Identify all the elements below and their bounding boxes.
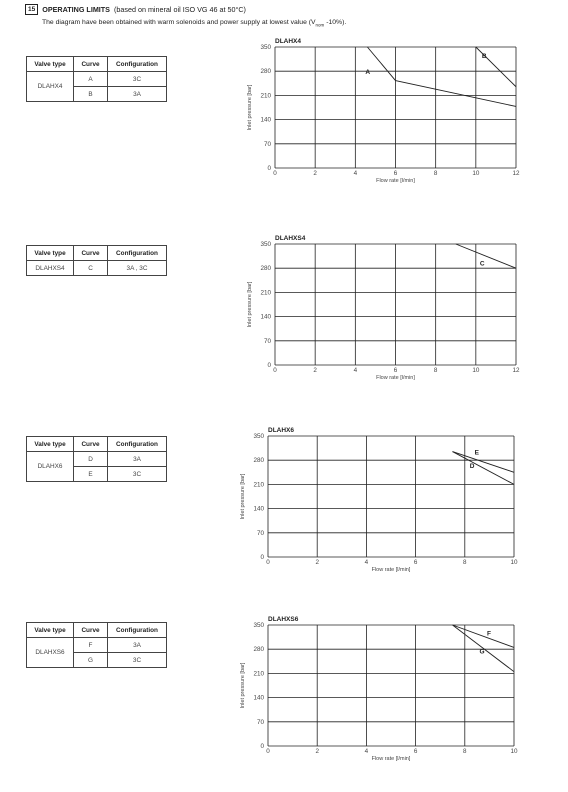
y-axis-label: Inlet pressure [bar] <box>240 662 246 709</box>
valve-table-dlahx4 <box>26 56 167 102</box>
x-tick-label: 0 <box>266 559 270 566</box>
y-tick-label: 280 <box>260 68 271 76</box>
y-tick-label: 70 <box>263 337 271 345</box>
x-tick-label: 12 <box>512 170 520 177</box>
x-axis-label: Flow rate [l/min] <box>371 756 411 762</box>
series-label-c: C <box>479 260 485 268</box>
x-tick-label: 2 <box>315 748 319 755</box>
y-tick-label: 70 <box>256 718 264 726</box>
valve-name: DLAHXS4 <box>27 261 74 276</box>
x-tick-label: 0 <box>266 748 270 755</box>
y-tick-label: 70 <box>263 140 271 148</box>
section-header <box>25 4 545 27</box>
col-configuration: Configuration <box>108 246 167 261</box>
y-tick-label: 280 <box>260 265 271 273</box>
config-cell: 3A <box>108 452 167 467</box>
x-tick-label: 10 <box>472 367 480 374</box>
section-title: OPERATING LIMITS <box>42 5 110 14</box>
config-cell: 3A , 3C <box>108 261 167 276</box>
x-tick-label: 2 <box>315 559 319 566</box>
valve-name: DLAHXS6 <box>27 638 74 668</box>
series-line-d <box>453 452 515 485</box>
y-axis-label: Inlet pressure [bar] <box>247 84 253 131</box>
col-curve: Curve <box>74 246 108 261</box>
col-valve-type: Valve type <box>27 623 74 638</box>
x-tick-label: 2 <box>313 170 317 177</box>
series-label-g: G <box>479 648 485 656</box>
curve-cell: G <box>74 653 108 668</box>
config-cell: 3C <box>108 72 167 87</box>
config-cell: 3A <box>108 87 167 102</box>
chart-dlahx4 <box>240 36 530 191</box>
valve-table-dlahxs6 <box>26 622 167 668</box>
x-tick-label: 4 <box>353 367 358 374</box>
x-tick-label: 8 <box>463 748 467 755</box>
y-tick-label: 140 <box>260 313 271 321</box>
series-line-a <box>367 47 516 106</box>
y-tick-label: 210 <box>260 92 271 100</box>
col-configuration: Configuration <box>108 57 167 72</box>
y-tick-label: 70 <box>256 529 264 537</box>
col-valve-type: Valve type <box>27 57 74 72</box>
chart-title: DLAHXS6 <box>268 616 299 623</box>
x-axis-label: Flow rate [l/min] <box>371 567 411 573</box>
y-axis-label: Inlet pressure [bar] <box>240 473 246 520</box>
col-curve: Curve <box>74 437 108 452</box>
y-tick-label: 350 <box>253 622 264 629</box>
y-tick-label: 0 <box>260 743 264 750</box>
section-note: The diagram have been obtained with warm solenoids and power supply at lowest value ($V_{nom}$ -10%). <box>42 19 347 28</box>
x-tick-label: 4 <box>364 748 369 755</box>
col-curve: Curve <box>74 57 108 72</box>
y-tick-label: 0 <box>267 165 271 172</box>
series-label-e: E <box>474 449 479 457</box>
x-tick-label: 4 <box>364 559 369 566</box>
x-tick-label: 12 <box>512 367 520 374</box>
x-tick-label: 6 <box>393 170 398 177</box>
curve-cell: B <box>74 87 108 102</box>
chart-title: DLAHX6 <box>268 427 295 434</box>
col-curve: Curve <box>74 623 108 638</box>
col-configuration: Configuration <box>108 437 167 452</box>
col-valve-type: Valve type <box>27 246 74 261</box>
series-label-f: F <box>486 630 491 638</box>
x-tick-label: 0 <box>273 170 277 177</box>
series-line-e <box>453 452 515 473</box>
x-tick-label: 2 <box>313 367 317 374</box>
y-tick-label: 210 <box>253 670 264 678</box>
x-axis-label: Flow rate [l/min] <box>376 178 415 184</box>
y-tick-label: 210 <box>253 481 264 489</box>
valve-table-dlahx6 <box>26 436 167 482</box>
y-tick-label: 280 <box>253 646 264 654</box>
y-tick-label: 140 <box>253 505 264 513</box>
chart-dlahxs4 <box>240 233 530 388</box>
valve-table-dlahxs4 <box>26 245 167 276</box>
curve-cell: F <box>74 638 108 653</box>
y-tick-label: 210 <box>260 289 271 297</box>
series-label-d: D <box>469 462 475 470</box>
y-tick-label: 280 <box>253 457 264 465</box>
chart-title: DLAHXS4 <box>275 235 306 242</box>
x-tick-label: 6 <box>413 748 418 755</box>
chart-dlahx6 <box>236 424 530 579</box>
col-configuration: Configuration <box>108 623 167 638</box>
y-tick-label: 350 <box>260 44 271 51</box>
x-tick-label: 4 <box>353 170 358 177</box>
section-number: 15 <box>25 4 38 15</box>
y-tick-label: 140 <box>260 116 271 124</box>
series-label-b: B <box>481 53 487 61</box>
x-tick-label: 10 <box>472 170 480 177</box>
x-tick-label: 6 <box>413 559 418 566</box>
valve-name: DLAHX4 <box>27 72 74 102</box>
config-cell: 3C <box>108 653 167 668</box>
curve-cell: D <box>74 452 108 467</box>
section-subtitle: (based on mineral oil ISO VG 46 at 50°C) <box>113 5 246 14</box>
x-tick-label: 10 <box>510 748 518 755</box>
y-tick-label: 350 <box>253 433 264 440</box>
series-label-a: A <box>365 68 371 76</box>
series-line-c <box>456 244 516 268</box>
config-cell: 3C <box>108 467 167 482</box>
chart-title: DLAHX4 <box>275 38 302 45</box>
x-tick-label: 6 <box>393 367 398 374</box>
x-tick-label: 8 <box>463 559 467 566</box>
y-tick-label: 0 <box>267 362 271 369</box>
x-tick-label: 10 <box>510 559 518 566</box>
curve-cell: A <box>74 72 108 87</box>
curve-cell: E <box>74 467 108 482</box>
y-tick-label: 0 <box>260 554 264 561</box>
valve-name: DLAHX6 <box>27 452 74 482</box>
x-axis-label: Flow rate [l/min] <box>376 375 415 381</box>
y-tick-label: 350 <box>260 241 271 248</box>
col-valve-type: Valve type <box>27 437 74 452</box>
config-cell: 3A <box>108 638 167 653</box>
y-axis-label: Inlet pressure [bar] <box>247 281 253 328</box>
x-tick-label: 8 <box>433 170 438 177</box>
y-tick-label: 140 <box>253 694 264 702</box>
series-line-f <box>453 625 515 647</box>
curve-cell: C <box>74 261 108 276</box>
x-tick-label: 0 <box>273 367 277 374</box>
x-tick-label: 8 <box>433 367 438 374</box>
chart-dlahxs6 <box>236 613 530 768</box>
